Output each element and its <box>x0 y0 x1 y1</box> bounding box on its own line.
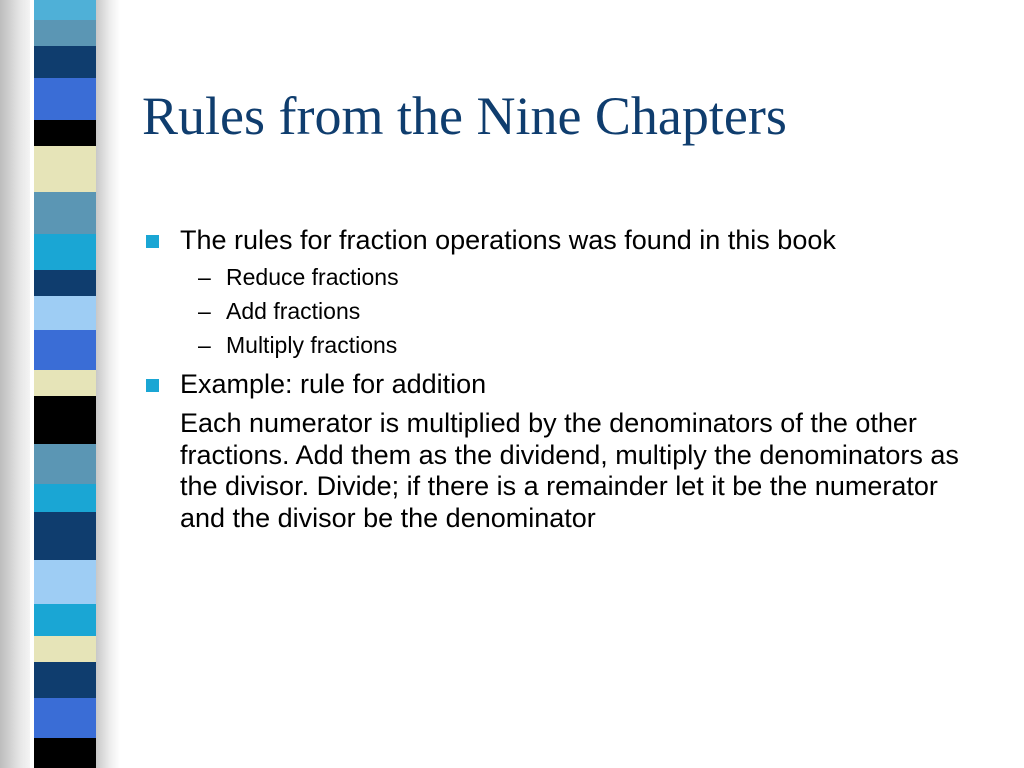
stripe <box>34 296 96 330</box>
stripe <box>34 396 96 444</box>
stripe <box>34 146 96 192</box>
bullet-item <box>142 368 992 400</box>
stripe <box>34 0 96 20</box>
square-bullet-icon <box>146 235 159 248</box>
sub-list-item <box>142 328 992 362</box>
stripe <box>34 370 96 396</box>
stripe <box>34 120 96 146</box>
stripe <box>34 192 96 234</box>
dash-marker: – <box>198 332 211 358</box>
stripe-bar-shadow-left <box>0 0 30 768</box>
dash-marker: – <box>198 264 211 290</box>
sub-list-item <box>142 260 992 294</box>
stripe <box>34 20 96 46</box>
stripe <box>34 78 96 120</box>
example-paragraph: Each numerator is multiplied by the denominators of the other fractions. Add them as the dividend, multiply the denominators as the divisor. Divide; if there is a remainder let it be the numerator and the divisor be the denominator <box>180 408 959 533</box>
sub-item-text: Multiply fractions <box>226 332 398 358</box>
stripe <box>34 636 96 662</box>
stripe <box>34 662 96 698</box>
stripe-column <box>34 0 96 768</box>
sub-item-text: Add fractions <box>226 298 361 324</box>
stripe <box>34 444 96 484</box>
square-bullet-icon <box>146 379 159 392</box>
bullet-item <box>142 224 992 256</box>
sub-list <box>142 260 992 362</box>
stripe <box>34 270 96 296</box>
stripe <box>34 560 96 604</box>
bullet-text: The rules for fraction operations was found in this book <box>180 225 836 255</box>
stripe-bar-shadow-right <box>96 0 120 768</box>
stripe <box>34 512 96 560</box>
sub-item-text: Reduce fractions <box>226 264 399 290</box>
dash-marker: – <box>198 298 211 324</box>
stripe <box>34 234 96 270</box>
stripe <box>34 330 96 370</box>
stripe <box>34 738 96 768</box>
stripe <box>34 604 96 636</box>
stripe <box>34 484 96 512</box>
bullet-text: Example: rule for addition <box>180 369 487 399</box>
stripe <box>34 698 96 738</box>
sub-list-item <box>142 294 992 328</box>
stripe <box>34 46 96 78</box>
slide-title: Rules from the Nine Chapters <box>142 86 787 146</box>
decorative-stripe-bar <box>0 0 120 768</box>
slide-content <box>142 224 992 534</box>
